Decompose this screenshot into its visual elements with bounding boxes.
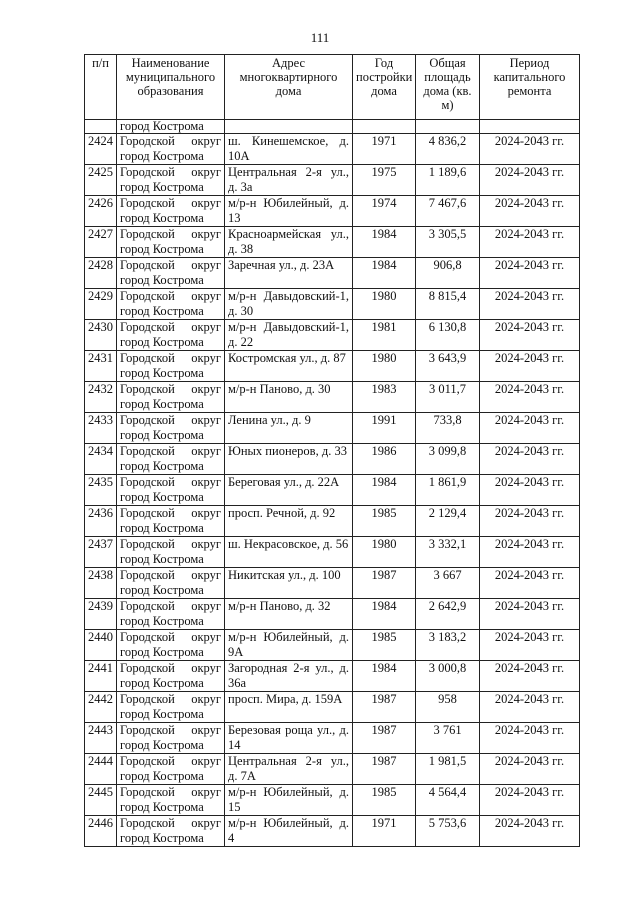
- row-number: 2426: [85, 196, 117, 227]
- header-address: Адрес многоквартирного дома: [225, 55, 353, 120]
- row-address: Юных пионеров, д. 33: [225, 444, 353, 475]
- row-number: 2433: [85, 413, 117, 444]
- row-period: 2024-2043 гг.: [480, 196, 580, 227]
- row-area: 8 815,4: [416, 289, 480, 320]
- row-area: 3 667: [416, 568, 480, 599]
- row-period: 2024-2043 гг.: [480, 506, 580, 537]
- row-year: 1983: [353, 382, 416, 413]
- table-row: [85, 382, 580, 413]
- row-period: 2024-2043 гг.: [480, 134, 580, 165]
- row-area: 5 753,6: [416, 816, 480, 847]
- row-year: 1980: [353, 537, 416, 568]
- row-period: 2024-2043 гг.: [480, 382, 580, 413]
- table-row: [85, 723, 580, 754]
- row-year: 1984: [353, 599, 416, 630]
- table-row: [85, 785, 580, 816]
- row-area: 3 643,9: [416, 351, 480, 382]
- table-row: [85, 630, 580, 661]
- row-municipality: Городской округ город Кострома: [117, 568, 225, 599]
- row-municipality: Городской округ город Кострома: [117, 692, 225, 723]
- row-address: м/р-н Юбилейный, д. 15: [225, 785, 353, 816]
- row-area: 3 305,5: [416, 227, 480, 258]
- row-municipality: Городской округ город Кострома: [117, 537, 225, 568]
- row-period: 2024-2043 гг.: [480, 630, 580, 661]
- table-row: [85, 134, 580, 165]
- row-municipality: Городской округ город Кострома: [117, 754, 225, 785]
- row-area: 958: [416, 692, 480, 723]
- row-municipality: Городской округ город Кострома: [117, 816, 225, 847]
- row-period: 2024-2043 гг.: [480, 568, 580, 599]
- row-number: 2429: [85, 289, 117, 320]
- row-period: 2024-2043 гг.: [480, 289, 580, 320]
- row-municipality: Городской округ город Кострома: [117, 630, 225, 661]
- table-row: [85, 661, 580, 692]
- row-year: 1985: [353, 630, 416, 661]
- table-row: [85, 599, 580, 630]
- row-area: 4 564,4: [416, 785, 480, 816]
- row-address: м/р-н Юбилейный, д. 4: [225, 816, 353, 847]
- row-number: 2431: [85, 351, 117, 382]
- row-year: 1984: [353, 227, 416, 258]
- row-number: 2435: [85, 475, 117, 506]
- row-period: 2024-2043 гг.: [480, 227, 580, 258]
- row-area: 2 642,9: [416, 599, 480, 630]
- row-address: ш. Кинешемское, д. 10А: [225, 134, 353, 165]
- row-municipality: Городской округ город Кострома: [117, 506, 225, 537]
- table-row: [85, 227, 580, 258]
- row-area: 3 000,8: [416, 661, 480, 692]
- row-year: 1971: [353, 134, 416, 165]
- row-area: 1 861,9: [416, 475, 480, 506]
- row-year: 1974: [353, 196, 416, 227]
- row-number: 2427: [85, 227, 117, 258]
- row-area: 1 189,6: [416, 165, 480, 196]
- row-municipality: Городской округ город Кострома: [117, 289, 225, 320]
- table-row: [85, 506, 580, 537]
- row-address: Центральная 2-я ул., д. 7А: [225, 754, 353, 785]
- row-municipality: Городской округ город Кострома: [117, 413, 225, 444]
- row-municipality: Городской округ город Кострома: [117, 351, 225, 382]
- table-row: [85, 413, 580, 444]
- row-address: м/р-н Юбилейный, д. 13: [225, 196, 353, 227]
- row-address: м/р-н Юбилейный, д. 9А: [225, 630, 353, 661]
- row-year: 1985: [353, 785, 416, 816]
- row-number: 2442: [85, 692, 117, 723]
- row-area: 3 011,7: [416, 382, 480, 413]
- row-address: м/р-н Паново, д. 32: [225, 599, 353, 630]
- row-address: м/р-н Давыдовский-1, д. 22: [225, 320, 353, 351]
- row-number: 2437: [85, 537, 117, 568]
- row-year: 1987: [353, 692, 416, 723]
- row-period: 2024-2043 гг.: [480, 692, 580, 723]
- table-row: [85, 196, 580, 227]
- row-year: 1986: [353, 444, 416, 475]
- row-period: 2024-2043 гг.: [480, 754, 580, 785]
- row-number: 2445: [85, 785, 117, 816]
- header-municipality: Наименование муниципального образования: [117, 55, 225, 120]
- table-row: [85, 351, 580, 382]
- row-area: 1 981,5: [416, 754, 480, 785]
- row-period: 2024-2043 гг.: [480, 165, 580, 196]
- header-num: п/п: [85, 55, 117, 120]
- table-row: [85, 165, 580, 196]
- row-number: 2434: [85, 444, 117, 475]
- row-period: 2024-2043 гг.: [480, 351, 580, 382]
- row-area: 6 130,8: [416, 320, 480, 351]
- row-year: 1985: [353, 506, 416, 537]
- row-area: 7 467,6: [416, 196, 480, 227]
- row-number: 2439: [85, 599, 117, 630]
- row-number: 2428: [85, 258, 117, 289]
- row-municipality: Городской округ город Кострома: [117, 382, 225, 413]
- header-year: Год постройки дома: [353, 55, 416, 120]
- row-number: 2424: [85, 134, 117, 165]
- row-year: 1984: [353, 661, 416, 692]
- row-area: 733,8: [416, 413, 480, 444]
- row-year: 1981: [353, 320, 416, 351]
- row-period: 2024-2043 гг.: [480, 320, 580, 351]
- continuation-text: город Кострома: [117, 120, 225, 134]
- table-row: [85, 320, 580, 351]
- row-area: 3 183,2: [416, 630, 480, 661]
- row-area: 906,8: [416, 258, 480, 289]
- row-number: 2440: [85, 630, 117, 661]
- continuation-row: [85, 120, 580, 134]
- row-area: 3 761: [416, 723, 480, 754]
- row-year: 1984: [353, 475, 416, 506]
- row-year: 1980: [353, 289, 416, 320]
- table-row: [85, 537, 580, 568]
- row-number: 2443: [85, 723, 117, 754]
- row-municipality: Городской округ город Кострома: [117, 723, 225, 754]
- row-area: 4 836,2: [416, 134, 480, 165]
- row-area: 3 332,1: [416, 537, 480, 568]
- row-year: 1987: [353, 754, 416, 785]
- row-period: 2024-2043 гг.: [480, 785, 580, 816]
- table-body: [85, 120, 580, 847]
- row-address: Костромская ул., д. 87: [225, 351, 353, 382]
- table-row: [85, 444, 580, 475]
- row-address: Заречная ул., д. 23А: [225, 258, 353, 289]
- row-municipality: Городской округ город Кострома: [117, 196, 225, 227]
- table-row: [85, 289, 580, 320]
- row-year: 1987: [353, 723, 416, 754]
- row-period: 2024-2043 гг.: [480, 816, 580, 847]
- row-period: 2024-2043 гг.: [480, 661, 580, 692]
- row-address: просп. Мира, д. 159А: [225, 692, 353, 723]
- table-row: [85, 258, 580, 289]
- table-row: [85, 754, 580, 785]
- row-address: Красноармейская ул., д. 38: [225, 227, 353, 258]
- page-number: 111: [310, 30, 330, 45]
- row-municipality: Городской округ город Кострома: [117, 320, 225, 351]
- row-address: Березовая роща ул., д. 14: [225, 723, 353, 754]
- row-municipality: Городской округ город Кострома: [117, 134, 225, 165]
- row-period: 2024-2043 гг.: [480, 258, 580, 289]
- row-year: 1984: [353, 258, 416, 289]
- row-address: Никитская ул., д. 100: [225, 568, 353, 599]
- row-municipality: Городской округ город Кострома: [117, 661, 225, 692]
- row-year: 1991: [353, 413, 416, 444]
- row-period: 2024-2043 гг.: [480, 413, 580, 444]
- row-municipality: Городской округ город Кострома: [117, 165, 225, 196]
- row-municipality: Городской округ город Кострома: [117, 258, 225, 289]
- table-row: [85, 692, 580, 723]
- table-row: [85, 816, 580, 847]
- row-address: Ленина ул., д. 9: [225, 413, 353, 444]
- header-period: Период капитального ремонта: [480, 55, 580, 120]
- header-area: Общая площадь дома (кв. м): [416, 55, 480, 120]
- table-header: [85, 55, 580, 120]
- row-year: 1975: [353, 165, 416, 196]
- row-period: 2024-2043 гг.: [480, 723, 580, 754]
- row-number: 2425: [85, 165, 117, 196]
- row-number: 2436: [85, 506, 117, 537]
- row-period: 2024-2043 гг.: [480, 599, 580, 630]
- row-municipality: Городской округ город Кострома: [117, 785, 225, 816]
- row-period: 2024-2043 гг.: [480, 444, 580, 475]
- housing-register-table: [84, 54, 580, 847]
- row-number: 2444: [85, 754, 117, 785]
- table-row: [85, 475, 580, 506]
- table-row: [85, 568, 580, 599]
- row-municipality: Городской округ город Кострома: [117, 599, 225, 630]
- row-number: 2446: [85, 816, 117, 847]
- row-address: просп. Речной, д. 92: [225, 506, 353, 537]
- row-year: 1987: [353, 568, 416, 599]
- row-area: 2 129,4: [416, 506, 480, 537]
- row-area: 3 099,8: [416, 444, 480, 475]
- row-number: 2438: [85, 568, 117, 599]
- row-year: 1980: [353, 351, 416, 382]
- row-municipality: Городской округ город Кострома: [117, 475, 225, 506]
- row-address: Загородная 2-я ул., д. 36а: [225, 661, 353, 692]
- row-year: 1971: [353, 816, 416, 847]
- row-municipality: Городской округ город Кострома: [117, 227, 225, 258]
- row-period: 2024-2043 гг.: [480, 475, 580, 506]
- row-number: 2441: [85, 661, 117, 692]
- row-address: м/р-н Давыдовский-1, д. 30: [225, 289, 353, 320]
- row-address: м/р-н Паново, д. 30: [225, 382, 353, 413]
- row-address: Береговая ул., д. 22А: [225, 475, 353, 506]
- row-address: Центральная 2-я ул., д. 3а: [225, 165, 353, 196]
- row-period: 2024-2043 гг.: [480, 537, 580, 568]
- row-number: 2432: [85, 382, 117, 413]
- row-municipality: Городской округ город Кострома: [117, 444, 225, 475]
- row-number: 2430: [85, 320, 117, 351]
- row-address: ш. Некрасовское, д. 56: [225, 537, 353, 568]
